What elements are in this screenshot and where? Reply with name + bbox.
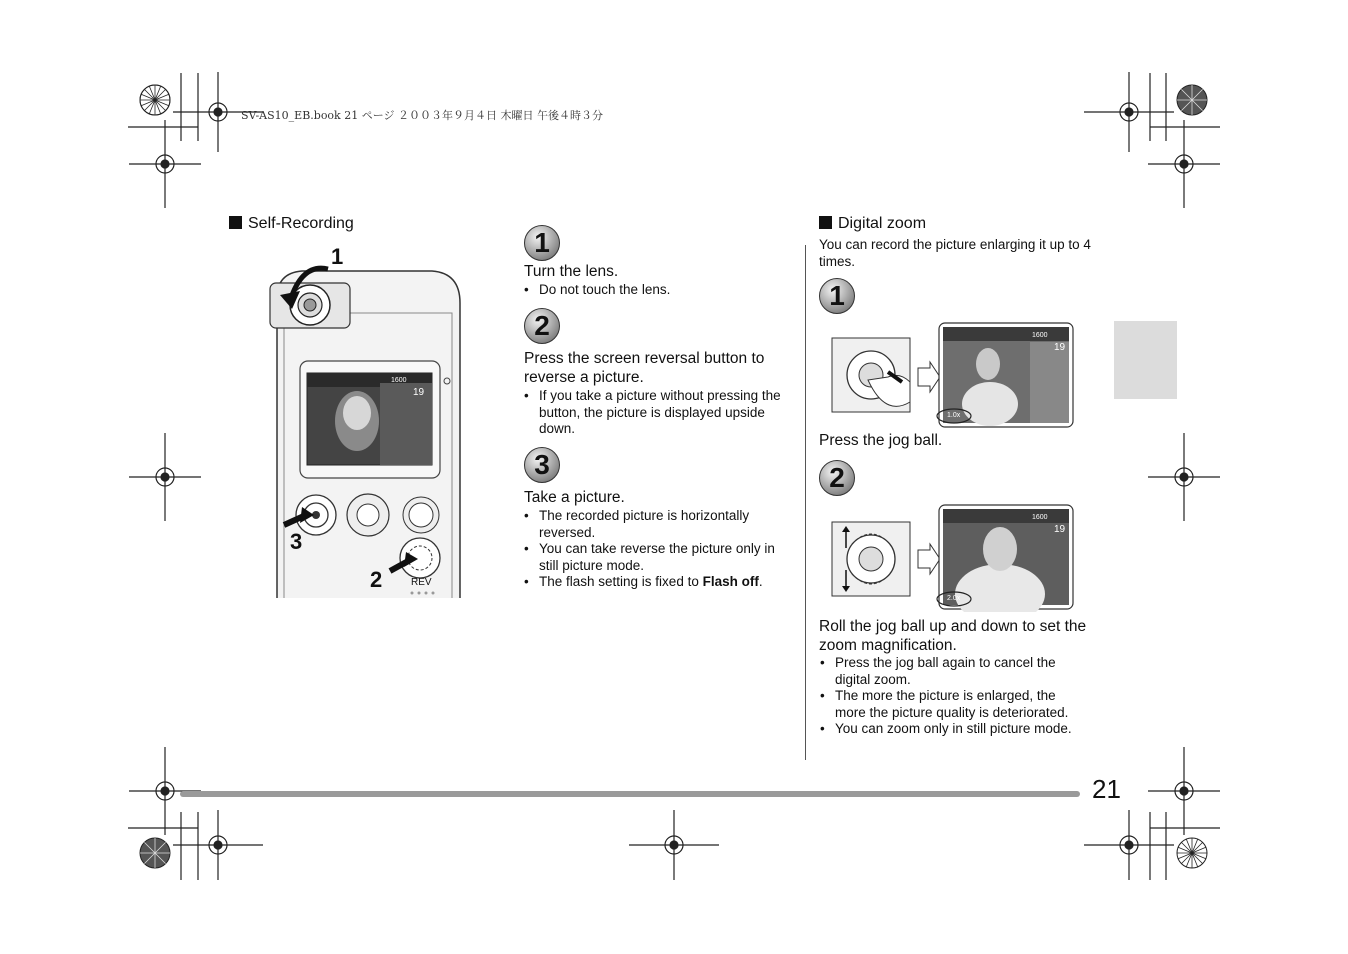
- square-bullet-icon: [229, 216, 242, 229]
- step-2-bullets: [523, 388, 791, 438]
- step-1-number: 1: [524, 225, 560, 261]
- lcd-resolution: 1600: [391, 377, 407, 384]
- square-bullet-icon: [819, 216, 832, 229]
- flash-note-suffix: .: [758, 574, 763, 589]
- zoom-step-2-number: 2: [819, 460, 855, 496]
- rev-label: REV: [411, 577, 432, 588]
- list-item: • Press the jog ball again to cancel the digital zoom.: [819, 655, 1087, 688]
- list-item: • You can zoom only in still picture mode.: [819, 721, 1087, 738]
- footer-bar: [180, 791, 1080, 797]
- zoom-2-resolution: 1600: [1032, 514, 1048, 521]
- zoom-step-1-number: 1: [819, 278, 855, 314]
- zoom-step-1-text: Press the jog ball.: [819, 432, 943, 449]
- list-item: • The recorded picture is horizontally reversed.: [523, 508, 791, 541]
- digital-zoom-intro: You can record the picture enlarging it up to 4 times.: [819, 237, 1091, 269]
- lcd-counter: 19: [413, 387, 425, 398]
- digital-zoom-title: [819, 215, 926, 233]
- list-item: • You can take reverse the picture only in still picture mode.: [523, 541, 791, 574]
- step-3-number: 3: [524, 447, 560, 483]
- zoom-1-badge: 1.0x: [947, 412, 961, 419]
- flash-off-term: Flash off: [702, 574, 759, 589]
- step-1-text: Turn the lens.: [524, 263, 619, 280]
- zoom-2-badge: 2.0x: [947, 595, 961, 602]
- zoom-step-2-bullets: [819, 655, 1087, 738]
- column-divider: [805, 245, 806, 760]
- list-item: • The more the picture is enlarged, the more the picture quality is deteriorated.: [819, 688, 1087, 721]
- list-item: [523, 574, 791, 591]
- step-2-number: 2: [524, 308, 560, 344]
- step-2-text: Press the screen reversal button to reverse a picture.: [524, 350, 765, 386]
- chapter-tab: [1114, 321, 1177, 399]
- figure-label-1: 1: [331, 244, 344, 269]
- self-recording-title: [229, 215, 354, 233]
- zoom-2-counter: 19: [1054, 524, 1066, 535]
- zoom-step-2-text: Roll the jog ball up and down to set the zoom magnification.: [819, 618, 1087, 654]
- digital-zoom-title-text: Digital zoom: [838, 215, 927, 232]
- step-3-text: Take a picture.: [524, 489, 625, 506]
- print-header: SV-AS10_EB.book 21 ページ ２００３年９月４日 木曜日 午後４時３分: [241, 109, 603, 122]
- self-recording-title-text: Self-Recording: [248, 215, 354, 232]
- page-number: 21: [1092, 774, 1121, 804]
- list-item: • Do not touch the lens.: [523, 282, 793, 299]
- step-3-bullets: [523, 508, 791, 591]
- zoom-1-resolution: 1600: [1032, 332, 1048, 339]
- figure-label-3: 3: [290, 529, 303, 554]
- list-item: • If you take a picture without pressing the button, the picture is displayed upside down.: [523, 388, 791, 438]
- flash-note-prefix: The flash setting is fixed to: [539, 574, 703, 589]
- zoom-1-counter: 19: [1054, 342, 1066, 353]
- figure-label-2: 2: [370, 567, 383, 592]
- step-1-bullets: [523, 282, 793, 299]
